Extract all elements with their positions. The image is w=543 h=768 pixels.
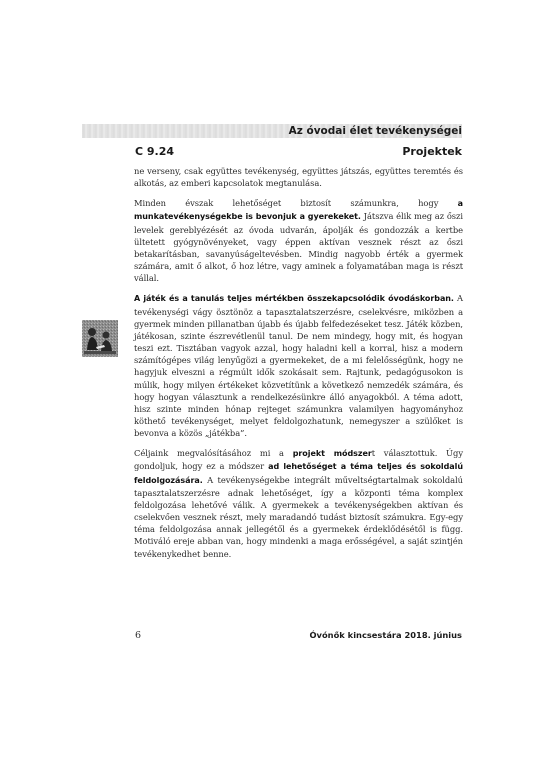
paragraph (134, 447, 463, 559)
paragraph-emphasis: A játék és a tanulás teljes mértékben összekapcsolódik óvodáskorban. (134, 294, 454, 304)
paragraph-text: ne verseny, csak együttes tevékenység, együttes játszás, együttes teremtés és alkotás, az emberi kapcsolatok megtanulása. (134, 166, 463, 189)
paragraph-text: t választottuk. Úgy gondoljuk, hogy ez a módszer (134, 448, 463, 472)
paragraph-text: Játszva élik meg az őszi levelek gereblyézését az óvoda udvarán, ápolják és gondozzák a kertbe ültetett gyógynövényeket, vagy éppen aktívan vesznek részt az őszi betakarításban, savanyúságeltevésben. Mindig nagyobb érték a gyermek számára, amit ő alkot, ő hoz létre, vagy aminek a folyamatában maga is részt vállal. (134, 211, 463, 284)
section-category: Projektek (402, 145, 462, 158)
paragraph-text: Minden évszak lehetőséget biztosít számunkra, hogy (134, 198, 458, 209)
section-title: Az óvodai élet tevékenységei (288, 125, 462, 137)
paragraph (134, 165, 463, 189)
paragraph-text: Céljaink megvalósításához mi a (134, 448, 293, 459)
article-body (134, 165, 463, 568)
page-number: 6 (135, 630, 142, 641)
paragraph (134, 197, 463, 284)
children-activity-icon (82, 320, 118, 357)
paragraph-emphasis: a munkatevékenységekbe is bevonjuk a gyerekeket. (134, 199, 463, 222)
paragraph-text: A tevékenységekbe integrált műveltségtartalmak sokoldalú tapasztalatszerzésre adnak lehetőséget, így a központi téma komplex feldolgozása lehetővé válik. A gyermekek a tevékenységekben aktívan és cselekvően vesznek részt, mely maradandó tudást biztosít számukra. Egy-egy téma feldolgozása annak jellegétől és a gyermekek érdeklődésétől is függ. Motiváló ereje abban van, hogy mindenki a maga erősségével, a saját szintjén tevékenykedhet benne. (134, 474, 463, 559)
section-code: C 9.24 (135, 145, 175, 158)
paragraph-emphasis: projekt módszer (292, 449, 372, 459)
paragraph-emphasis: ad lehetőséget a téma teljes és sokoldalú feldolgozására. (134, 462, 463, 485)
journal-footer: Óvónők kincsestára 2018. június (309, 630, 462, 640)
paragraph-text: A tevékenységi vágy ösztönöz a tapasztalatszerzésre, cselekvésre, miközben a gyermek minden pillanatban újabb és újabb felfedezéseket tesz. Játék közben, játékosan, szinte észrevétlenül tanul. De nem mindegy, hogy mit, és hogyan teszi ezt. Tisztában vagyok azzal, hogy haladni kell a korral, hisz a modern számítógépes világ lenyűgözi a gyermekeket, de a mi felelősségünk, hogy ne hagyjuk elveszni a régmúlt idők szokásait sem. Rajtunk, pedagógusokon is múlik, hogy milyen értékeket közvetítünk a következő nemzedék számára, és hogy hogyan választunk a rendelkezésünkre álló anyagokból. A téma adott, hisz szinte minden hónap rejteget számunkra valamilyen hagyományhoz köthető tevékenységet, melyet feldolgozhatunk, nemegyszer a szülőket is bevonva a közös „játékba”. (134, 293, 464, 439)
paragraph (134, 292, 463, 439)
